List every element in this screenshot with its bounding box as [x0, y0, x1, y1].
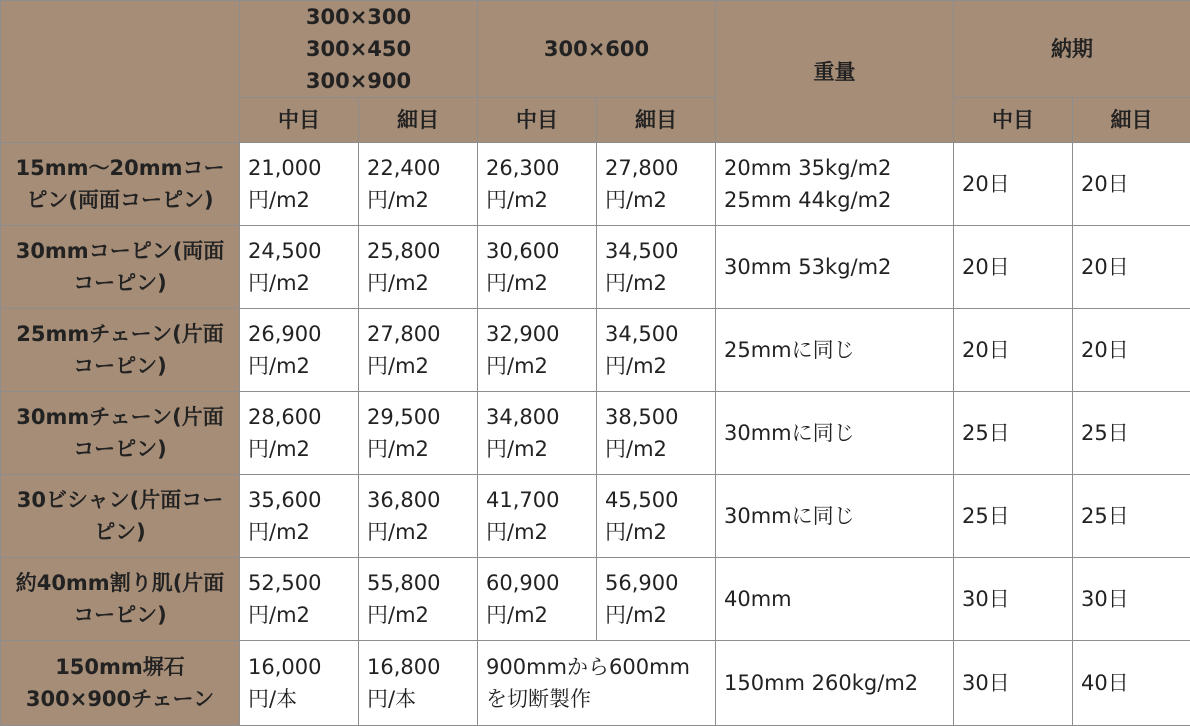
price-cell: 25,800 円/m2 [359, 226, 478, 309]
lead-time-cell: 25日 [1073, 392, 1190, 475]
weight-cell: 150mm 260kg/m2 [716, 641, 954, 726]
price-cell: 26,900 円/m2 [240, 309, 359, 392]
price-cell: 35,600 円/m2 [240, 475, 359, 558]
price-cell: 34,500 円/m2 [597, 226, 716, 309]
price-cell: 16,800 円/本 [359, 641, 478, 726]
merged-note-cell: 900mmから600mmを切断製作 [478, 641, 716, 726]
size-group-1-header [240, 1, 478, 98]
size-label: 300×450 [248, 33, 469, 65]
medium-header: 中目 [240, 98, 359, 143]
row-header: 15mm〜20mmコーピン(両面コーピン) [1, 143, 240, 226]
price-cell: 26,300 円/m2 [478, 143, 597, 226]
fine-header: 細目 [1073, 98, 1190, 143]
row-header: 30mmチェーン(片面コーピン) [1, 392, 240, 475]
row-header: 約40mm割り肌(片面コーピン) [1, 558, 240, 641]
row-header: 25mmチェーン(片面コーピン) [1, 309, 240, 392]
table-row [1, 641, 1190, 726]
price-cell: 21,000 円/m2 [240, 143, 359, 226]
price-cell: 28,600 円/m2 [240, 392, 359, 475]
price-cell: 27,800 円/m2 [359, 309, 478, 392]
price-cell: 36,800 円/m2 [359, 475, 478, 558]
size-label: 300×900 [248, 65, 469, 97]
weight-cell: 30mm 53kg/m2 [716, 226, 954, 309]
price-cell: 34,800 円/m2 [478, 392, 597, 475]
lead-time-cell: 20日 [1073, 309, 1190, 392]
lead-time-cell: 25日 [954, 392, 1073, 475]
weight-cell: 30mmに同じ [716, 392, 954, 475]
row-header: 30ビシャン(片面コーピン) [1, 475, 240, 558]
price-cell: 38,500 円/m2 [597, 392, 716, 475]
size-label: 300×300 [248, 1, 469, 33]
price-cell: 27,800 円/m2 [597, 143, 716, 226]
lead-time-cell: 30日 [954, 558, 1073, 641]
weight-cell: 20mm 35kg/m2 25mm 44kg/m2 [716, 143, 954, 226]
table-row [1, 558, 1190, 641]
fine-header: 細目 [359, 98, 478, 143]
lead-time-cell: 20日 [1073, 226, 1190, 309]
lead-time-cell: 25日 [1073, 475, 1190, 558]
table-row [1, 392, 1190, 475]
price-cell: 32,900 円/m2 [478, 309, 597, 392]
lead-time-cell: 30日 [954, 641, 1073, 726]
price-cell: 52,500 円/m2 [240, 558, 359, 641]
medium-header: 中目 [954, 98, 1073, 143]
price-cell: 41,700 円/m2 [478, 475, 597, 558]
lead-time-cell: 25日 [954, 475, 1073, 558]
price-cell: 34,500 円/m2 [597, 309, 716, 392]
table-row [1, 309, 1190, 392]
lead-time-cell: 40日 [1073, 641, 1190, 726]
weight-cell: 40mm [716, 558, 954, 641]
lead-time-cell: 20日 [1073, 143, 1190, 226]
price-cell: 30,600 円/m2 [478, 226, 597, 309]
price-cell: 24,500 円/m2 [240, 226, 359, 309]
lead-time-header: 納期 [954, 1, 1190, 98]
weight-cell: 30mmに同じ [716, 475, 954, 558]
medium-header: 中目 [478, 98, 597, 143]
fine-header: 細目 [597, 98, 716, 143]
size-group-2-header: 300×600 [478, 1, 716, 98]
price-cell: 56,900 円/m2 [597, 558, 716, 641]
lead-time-cell: 30日 [1073, 558, 1190, 641]
row-header: 150mm塀石300×900チェーン [1, 641, 240, 726]
price-cell: 16,000 円/本 [240, 641, 359, 726]
lead-time-cell: 20日 [954, 226, 1073, 309]
table-row [1, 226, 1190, 309]
lead-time-cell: 20日 [954, 143, 1073, 226]
corner-header [1, 1, 240, 143]
weight-cell: 25mmに同じ [716, 309, 954, 392]
row-header: 30mmコーピン(両面コーピン) [1, 226, 240, 309]
price-cell: 45,500 円/m2 [597, 475, 716, 558]
lead-time-cell: 20日 [954, 309, 1073, 392]
price-cell: 60,900 円/m2 [478, 558, 597, 641]
price-cell: 55,800 円/m2 [359, 558, 478, 641]
price-cell: 29,500 円/m2 [359, 392, 478, 475]
price-cell: 22,400 円/m2 [359, 143, 478, 226]
table-row [1, 475, 1190, 558]
weight-header: 重量 [716, 1, 954, 143]
table-row [1, 143, 1190, 226]
